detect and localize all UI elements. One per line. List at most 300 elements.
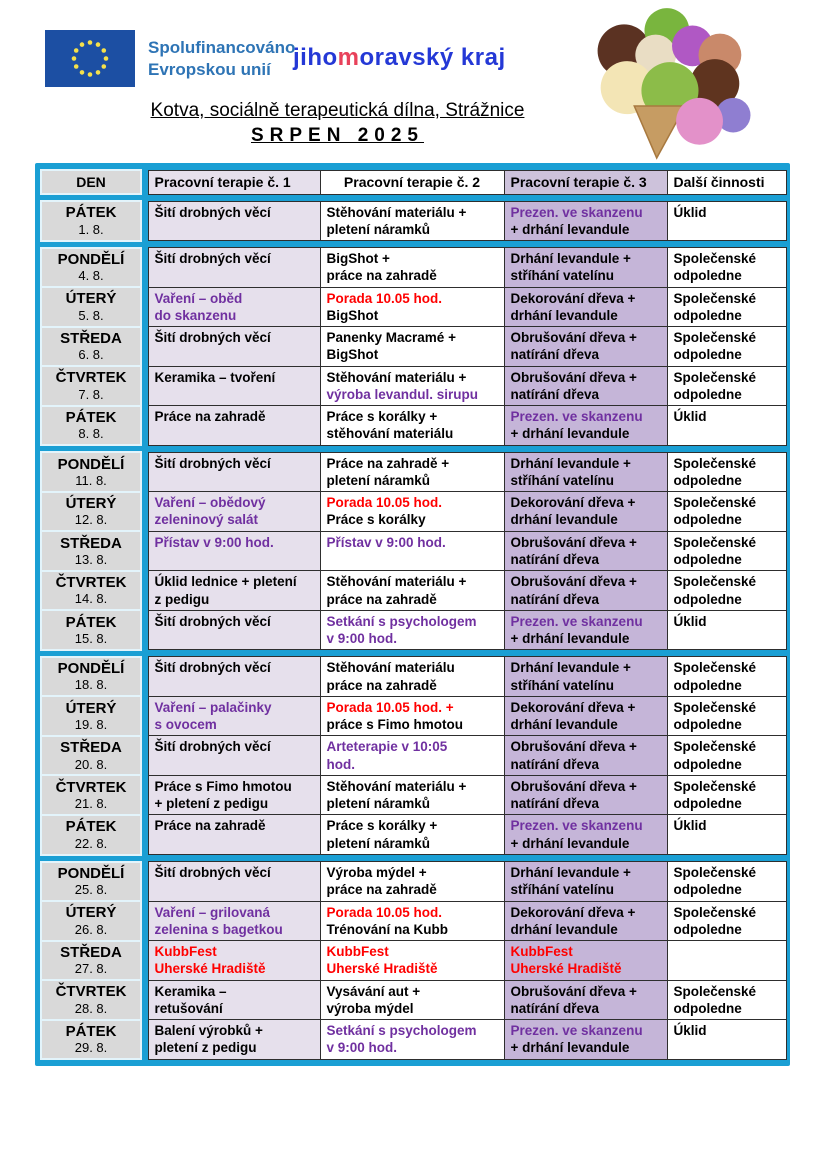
activity-cell — [504, 901, 667, 941]
activity-line: práce na zahradě — [326, 591, 437, 607]
activity-cell — [504, 815, 667, 855]
activity-line: + drhání levandule — [510, 631, 630, 647]
activity-line: Práce s korálky + — [326, 409, 438, 425]
title-block — [60, 100, 615, 147]
activity-line: odpoledne — [673, 512, 742, 528]
activity-line: odpoledne — [673, 677, 742, 693]
activity-cell — [148, 287, 320, 327]
table-row — [41, 862, 786, 902]
activity-line: Vaření – obědový — [154, 495, 266, 511]
day-cell — [41, 1020, 141, 1060]
activity-cell — [667, 201, 786, 241]
activity-line: Uherské Hradiště — [326, 961, 438, 977]
activity-cell — [148, 657, 320, 697]
activity-cell — [148, 1020, 320, 1060]
activity-cell — [148, 452, 320, 492]
activity-line: Společenské — [673, 290, 757, 306]
column-header-cell: Další činnosti — [667, 170, 786, 194]
activity-cell — [148, 571, 320, 611]
activity-line: Obrušování dřeva + — [510, 369, 637, 385]
activity-line: Dekorování dřeva + — [510, 290, 636, 306]
activity-line: Společenské — [673, 534, 757, 550]
gap-cell — [141, 406, 148, 446]
table-row — [41, 815, 786, 855]
activity-line: Šití drobných věcí — [154, 660, 271, 676]
table-row — [41, 492, 786, 532]
activity-line: Přístav v 9:00 hod. — [326, 534, 446, 550]
activity-cell — [320, 452, 504, 492]
activity-line: Společenské — [673, 739, 757, 755]
activity-line: Drhání levandule + — [510, 455, 631, 471]
table-row — [41, 696, 786, 736]
activity-line: odpoledne — [673, 882, 742, 898]
gap-cell — [141, 696, 148, 736]
gap-cell — [141, 862, 148, 902]
header-section — [0, 0, 827, 165]
activity-line: Porada 10.05 hod. — [326, 290, 443, 306]
activity-cell — [148, 366, 320, 406]
activity-line: Uherské Hradiště — [154, 961, 266, 977]
activity-line: natírání dřeva — [510, 386, 600, 402]
activity-cell — [148, 201, 320, 241]
day-cell — [41, 571, 141, 611]
day-cell — [41, 452, 141, 492]
activity-line: stříhání vatelínu — [510, 677, 615, 693]
day-cell — [41, 657, 141, 697]
gap-cell — [141, 492, 148, 532]
activity-line: Trénování na Kubb — [326, 921, 449, 937]
activity-line: práce na zahradě — [326, 677, 437, 693]
day-cell — [41, 287, 141, 327]
activity-cell — [504, 775, 667, 815]
jmk-text-part3: oravský kraj — [359, 44, 506, 71]
activity-line: Panenky Macramé + — [326, 330, 456, 346]
activity-line: Keramika – tvoření — [154, 369, 276, 385]
activity-line: Prezen. ve skanzenu — [510, 1023, 643, 1039]
eu-text-line1: Spolufinancováno — [148, 38, 296, 58]
day-cell — [41, 775, 141, 815]
activity-cell — [667, 366, 786, 406]
activity-line: Porada 10.05 hod. — [326, 495, 443, 511]
activity-cell — [667, 610, 786, 650]
table-row — [41, 657, 786, 697]
activity-line: BigShot — [326, 347, 379, 363]
activity-line: BigShot — [326, 307, 379, 323]
activity-line: pletení náramků — [326, 796, 431, 812]
activity-cell — [667, 248, 786, 288]
activity-line: Prezen. ve skanzenu — [510, 204, 643, 220]
activity-cell — [320, 775, 504, 815]
activity-cell — [667, 287, 786, 327]
activity-line: natírání dřeva — [510, 552, 600, 568]
activity-line: výroba mýdel — [326, 1000, 414, 1016]
activity-line: Porada 10.05 hod. — [326, 904, 443, 920]
day-cell — [41, 327, 141, 367]
activity-line: Vaření – oběd — [154, 290, 243, 306]
gap-cell — [141, 980, 148, 1020]
activity-line: natírání dřeva — [510, 591, 600, 607]
activity-cell — [320, 201, 504, 241]
day-name: ÚTERÝ — [65, 290, 117, 308]
activity-line: Stěhování materiálu — [326, 660, 455, 676]
activity-cell — [320, 571, 504, 611]
activity-line: Šití drobných věcí — [154, 613, 271, 629]
day-cell — [41, 248, 141, 288]
activity-line: Vaření – grilovaná — [154, 904, 271, 920]
activity-line: Společenské — [673, 865, 757, 880]
activity-cell — [504, 492, 667, 532]
activity-line: Úklid — [673, 613, 707, 629]
day-cell — [41, 815, 141, 855]
gap-cell — [141, 775, 148, 815]
activity-line: Prezen. ve skanzenu — [510, 818, 643, 834]
activity-line: Úklid — [673, 1023, 707, 1039]
activity-line: Společenské — [673, 983, 757, 999]
activity-line: Společenské — [673, 574, 757, 590]
activity-line: Setkání s psychologem — [326, 613, 477, 629]
activity-cell — [320, 406, 504, 446]
activity-cell — [504, 862, 667, 902]
activity-cell — [504, 610, 667, 650]
activity-line: odpoledne — [673, 268, 742, 284]
day-name: PONDĚLÍ — [57, 864, 125, 882]
activity-cell — [320, 941, 504, 981]
day-name: STŘEDA — [60, 329, 122, 347]
table-row — [41, 248, 786, 288]
activity-cell — [667, 1020, 786, 1060]
activity-cell — [320, 862, 504, 902]
day-cell — [41, 531, 141, 571]
activity-cell — [148, 736, 320, 776]
activity-line: KubbFest — [326, 944, 389, 960]
table-row — [41, 452, 786, 492]
day-date: 21. 8. — [74, 796, 108, 812]
activity-line: drhání levandule — [510, 921, 618, 937]
activity-cell — [148, 862, 320, 902]
activity-line: Přístav v 9:00 hod. — [154, 534, 274, 550]
activity-line: + drhání levandule — [510, 835, 630, 851]
activity-line: stříhání vatelínu — [510, 882, 615, 898]
activity-line: Společenské — [673, 330, 757, 346]
page-title: Kotva, sociálně terapeutická dílna, Strážnice — [150, 100, 525, 121]
activity-line: Dekorování dřeva + — [510, 904, 636, 920]
table-row — [41, 366, 786, 406]
activity-line: drhání levandule — [510, 512, 618, 528]
activity-cell — [667, 980, 786, 1020]
day-name: PÁTEK — [65, 1022, 117, 1040]
day-name: PONDĚLÍ — [57, 660, 125, 678]
activity-line: pletení náramků — [326, 221, 431, 237]
activity-cell — [320, 901, 504, 941]
activity-line: Úklid lednice + pletení — [154, 574, 297, 590]
activity-line: hod. — [326, 756, 355, 772]
activity-cell — [148, 901, 320, 941]
day-date: 7. 8. — [78, 386, 104, 402]
activity-line: Práce s korálky — [326, 512, 426, 528]
activity-line: práce s Fimo hmotou — [326, 717, 464, 733]
activity-line: Společenské — [673, 904, 757, 920]
gap-cell — [141, 452, 148, 492]
activity-line: odpoledne — [673, 921, 742, 937]
activity-cell — [667, 815, 786, 855]
activity-cell — [148, 941, 320, 981]
activity-cell — [667, 862, 786, 902]
activity-line: Práce na zahradě + — [326, 455, 450, 471]
activity-cell — [148, 531, 320, 571]
activity-cell — [148, 248, 320, 288]
activity-line: odpoledne — [673, 796, 742, 812]
table-row — [41, 941, 786, 981]
activity-line: Šití drobných věcí — [154, 739, 271, 755]
day-name: PÁTEK — [65, 818, 117, 836]
activity-cell — [148, 980, 320, 1020]
day-date: 4. 8. — [78, 268, 104, 284]
gap-cell — [141, 248, 148, 288]
activity-line: odpoledne — [673, 347, 742, 363]
week-block — [40, 656, 787, 856]
activity-line: KubbFest — [510, 944, 573, 960]
den-header-cell: DEN — [41, 170, 141, 194]
gap-cell — [141, 901, 148, 941]
day-cell — [41, 492, 141, 532]
activity-line: Společenské — [673, 495, 757, 511]
day-date: 14. 8. — [74, 591, 108, 607]
activity-line: pletení náramků — [326, 472, 431, 488]
activity-cell — [504, 1020, 667, 1060]
day-cell — [41, 610, 141, 650]
day-name: ČTVRTEK — [55, 369, 127, 387]
activity-line: + pletení z pedigu — [154, 796, 269, 812]
day-name: ČTVRTEK — [55, 983, 127, 1001]
gap-cell — [141, 610, 148, 650]
activity-line: Práce s korálky + — [326, 818, 438, 834]
activity-cell — [504, 696, 667, 736]
activity-cell — [148, 406, 320, 446]
day-cell — [41, 736, 141, 776]
activity-cell — [667, 531, 786, 571]
day-name: PÁTEK — [65, 409, 117, 426]
activity-line: odpoledne — [673, 472, 742, 488]
activity-cell — [320, 736, 504, 776]
activity-cell — [504, 327, 667, 367]
activity-line: odpoledne — [673, 307, 742, 323]
activity-line: Setkání s psychologem — [326, 1023, 477, 1039]
day-date: 20. 8. — [74, 756, 108, 772]
activity-cell — [504, 980, 667, 1020]
activity-line: zeleninový salát — [154, 512, 259, 528]
activity-line: Šití drobných věcí — [154, 330, 271, 346]
activity-line: s ovocem — [154, 717, 217, 733]
activity-line: práce na zahradě — [326, 882, 437, 898]
activity-line: z pedigu — [154, 591, 210, 607]
activity-line: v 9:00 hod. — [326, 1040, 398, 1056]
activity-line: Stěhování materiálu + — [326, 204, 467, 220]
activity-line: stříhání vatelínu — [510, 268, 615, 284]
activity-cell — [667, 901, 786, 941]
activity-line: práce na zahradě — [326, 268, 437, 284]
activity-line: Šití drobných věcí — [154, 865, 271, 880]
gap-cell — [141, 571, 148, 611]
eu-flag-icon — [45, 30, 135, 87]
activity-line: natírání dřeva — [510, 756, 600, 772]
activity-cell — [667, 736, 786, 776]
table-row — [41, 531, 786, 571]
activity-line: Vaření – palačinky — [154, 699, 272, 715]
activity-line: Společenské — [673, 699, 757, 715]
activity-line: Stěhování materiálu + — [326, 778, 467, 794]
activity-cell — [320, 327, 504, 367]
activity-cell — [320, 696, 504, 736]
table-row — [41, 1020, 786, 1060]
activity-cell — [148, 327, 320, 367]
eu-logo — [45, 30, 295, 87]
activity-line: Prezen. ve skanzenu — [510, 409, 643, 425]
day-name: PÁTEK — [65, 613, 117, 631]
activity-line: drhání levandule — [510, 307, 618, 323]
activity-line: Obrušování dřeva + — [510, 778, 637, 794]
day-date: 5. 8. — [78, 307, 104, 323]
activity-line: Úklid — [673, 818, 707, 834]
activity-line: odpoledne — [673, 756, 742, 772]
activity-cell — [667, 452, 786, 492]
day-name: PONDĚLÍ — [57, 455, 125, 473]
day-date: 29. 8. — [74, 1040, 108, 1056]
table-row — [41, 775, 786, 815]
activity-cell — [667, 327, 786, 367]
day-date: 19. 8. — [74, 716, 108, 732]
day-name: ÚTERÝ — [65, 904, 117, 922]
activity-line: Obrušování dřeva + — [510, 534, 637, 550]
gap-cell — [141, 531, 148, 571]
gap-cell — [141, 736, 148, 776]
activity-line: Úklid — [673, 204, 707, 220]
eu-logo-text — [148, 37, 295, 80]
day-date: 13. 8. — [74, 551, 108, 567]
activity-cell — [504, 366, 667, 406]
table-row — [41, 287, 786, 327]
activity-cell — [667, 492, 786, 532]
activity-line: pletení z pedigu — [154, 1040, 257, 1056]
gap-cell — [141, 201, 148, 241]
table-row — [41, 980, 786, 1020]
activity-cell — [320, 657, 504, 697]
gap-cell — [141, 327, 148, 367]
activity-cell — [320, 1020, 504, 1060]
jmk-text-part2: m — [337, 44, 360, 71]
day-name: ČTVRTEK — [55, 574, 127, 592]
activity-line: Prezen. ve skanzenu — [510, 613, 643, 629]
activity-cell — [320, 531, 504, 571]
activity-line: Drhání levandule + — [510, 865, 631, 880]
activity-cell — [504, 657, 667, 697]
activity-line: Arteterapie v 10:05 — [326, 739, 448, 755]
activity-cell — [320, 980, 504, 1020]
activity-line: natírání dřeva — [510, 1000, 600, 1016]
activity-line: Práce s Fimo hmotou — [154, 778, 292, 794]
activity-cell — [320, 287, 504, 327]
day-name: STŘEDA — [60, 739, 122, 757]
activity-line: Společenské — [673, 455, 757, 471]
activity-line: Šití drobných věcí — [154, 204, 271, 220]
day-date: 11. 8. — [75, 472, 107, 488]
activity-line: výroba levandul. sirupu — [326, 386, 479, 402]
header-row — [41, 170, 786, 194]
activity-cell — [320, 248, 504, 288]
activity-line: Společenské — [673, 778, 757, 794]
activity-line: pletení náramků — [326, 835, 431, 851]
activity-line: do skanzenu — [154, 307, 237, 323]
activity-line: odpoledne — [673, 717, 742, 733]
activity-line: odpoledne — [673, 1000, 742, 1016]
activity-cell — [504, 248, 667, 288]
table-row — [41, 201, 786, 241]
activity-line: + drhání levandule — [510, 1040, 630, 1056]
schedule-table — [35, 163, 790, 1066]
day-cell — [41, 201, 141, 241]
activity-line: Výroba mýdel + — [326, 865, 427, 880]
activity-line: Drhání levandule + — [510, 660, 631, 676]
activity-line: Stěhování materiálu + — [326, 369, 467, 385]
activity-cell — [504, 941, 667, 981]
column-header-cell: Pracovní terapie č. 3 — [504, 170, 667, 194]
day-cell — [41, 941, 141, 981]
activity-cell — [148, 696, 320, 736]
day-date: 26. 8. — [74, 921, 108, 937]
activity-line: Obrušování dřeva + — [510, 330, 637, 346]
activity-line: odpoledne — [673, 386, 742, 402]
day-date: 28. 8. — [74, 1000, 108, 1016]
day-name: ČTVRTEK — [55, 778, 127, 796]
activity-line: Dekorování dřeva + — [510, 495, 636, 511]
day-date: 22. 8. — [74, 835, 108, 851]
day-name: ÚTERÝ — [65, 699, 117, 717]
table-header-block — [40, 169, 787, 195]
page-subtitle: SRPEN 2025 — [250, 125, 424, 146]
activity-cell — [504, 201, 667, 241]
day-date: 25. 8. — [74, 882, 108, 898]
gap-cell — [141, 815, 148, 855]
week-block — [40, 200, 787, 242]
day-date: 6. 8. — [78, 347, 104, 363]
activity-cell — [148, 815, 320, 855]
activity-cell — [504, 531, 667, 571]
activity-line: Práce na zahradě — [154, 409, 266, 425]
activity-line: Obrušování dřeva + — [510, 983, 637, 999]
activity-line: Úklid — [673, 409, 707, 425]
activity-line: stříhání vatelínu — [510, 472, 615, 488]
day-name: STŘEDA — [60, 943, 122, 961]
activity-line: Společenské — [673, 660, 757, 676]
gap-cell — [141, 170, 148, 194]
activity-line: + drhání levandule — [510, 221, 630, 237]
activity-line: BigShot + — [326, 251, 390, 267]
table-row — [41, 571, 786, 611]
activity-cell — [667, 775, 786, 815]
day-cell — [41, 901, 141, 941]
activity-cell — [504, 736, 667, 776]
activity-line: Uherské Hradiště — [510, 961, 622, 977]
activity-line: Šití drobných věcí — [154, 455, 271, 471]
activity-cell — [504, 406, 667, 446]
day-cell — [41, 696, 141, 736]
column-header-cell: Pracovní terapie č. 2 — [320, 170, 504, 194]
activity-cell — [148, 610, 320, 650]
activity-line: drhání levandule — [510, 717, 618, 733]
activity-cell — [667, 941, 786, 981]
activity-line: stěhování materiálu — [326, 426, 454, 442]
activity-cell — [667, 571, 786, 611]
activity-line: v 9:00 hod. — [326, 631, 398, 647]
